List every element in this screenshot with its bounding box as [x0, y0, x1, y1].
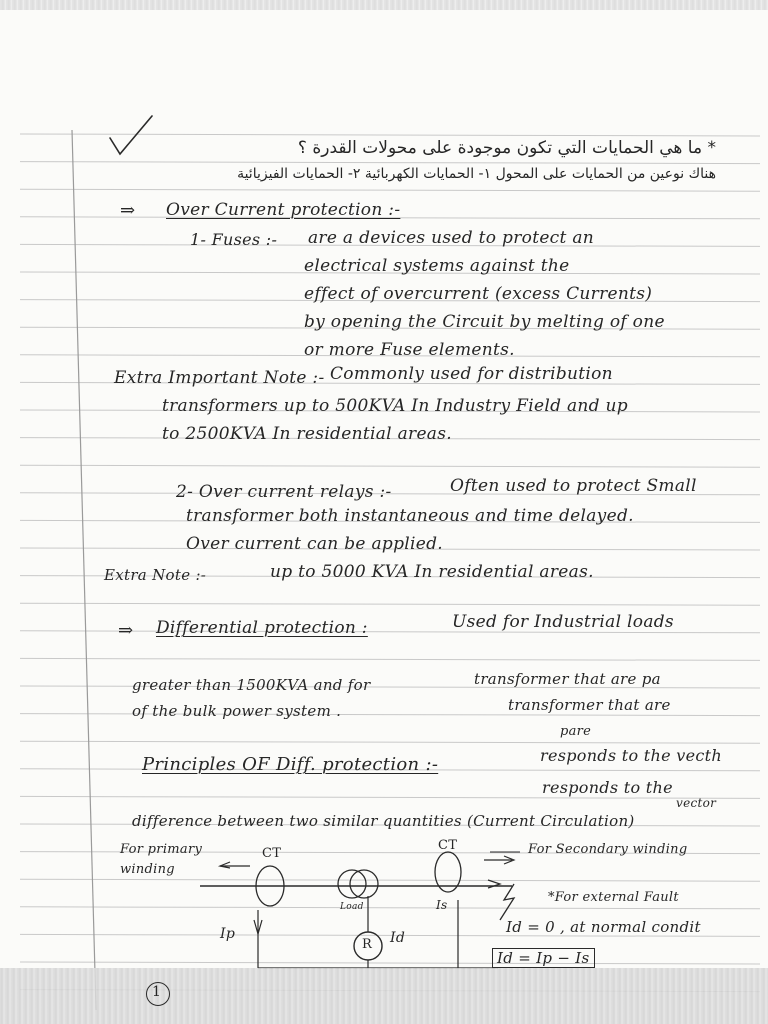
principles-text: responds to the vecth — [540, 746, 722, 765]
fuses-line: effect of overcurrent (excess Currents) — [304, 284, 653, 304]
ct-left-label: CT — [262, 846, 282, 861]
fuses-label: 1- Fuses :- — [190, 230, 278, 249]
differential-line: greater than 1500KVA and for — [132, 676, 371, 694]
extra-important-line: Commonly used for distribution — [330, 364, 613, 384]
secondary-label: For Secondary winding — [528, 842, 688, 857]
arrow-icon: ⇒ — [118, 620, 134, 641]
differential-line: of the bulk power system . — [132, 702, 342, 720]
relay-label: R — [362, 937, 373, 952]
extra-note-label: Extra Note :- — [104, 566, 207, 584]
scan-edge-bottom — [0, 968, 768, 1024]
arabic-answer: هناك نوعين من الحمايات على المحول ١- الحمايات الكهربائية ٢- الحمايات الفيزيائية — [237, 166, 716, 182]
overcurrent-heading: Over Current protection :- — [166, 200, 401, 220]
ip-label: Ip — [220, 926, 236, 942]
id-label: Id — [390, 930, 406, 946]
pare-note: pare — [560, 724, 592, 739]
fuses-line: by opening the Circuit by melting of one — [304, 312, 665, 332]
principles-text: responds to the — [542, 778, 673, 797]
extra-note-text: up to 5000 KVA In residential areas. — [270, 562, 594, 582]
relays-line: transformer both instantaneous and time delayed. — [186, 506, 634, 526]
fuses-line: are a devices used to protect an — [308, 228, 595, 248]
relays-label: 2- Over current relays :- — [176, 482, 392, 502]
id-zero-text: Id = 0 , at normal condit — [506, 918, 701, 936]
external-fault-label: *For external Fault — [548, 890, 679, 905]
differential-line: Used for Industrial loads — [452, 612, 674, 632]
extra-important-line: to 2500KVA In residential areas. — [162, 424, 452, 444]
primary-label: winding — [120, 862, 175, 877]
fuses-line: or more Fuse elements. — [304, 340, 515, 360]
page-number: 1 — [152, 984, 162, 1000]
fuses-line: electrical systems against the — [304, 256, 570, 276]
extra-important-label: Extra Important Note :- — [114, 368, 325, 388]
differential-heading: Differential protection : — [156, 618, 368, 638]
differential-line: transformer that are — [508, 696, 671, 714]
arabic-question: * ما هي الحمايات التي تكون موجودة على محولات القدرة ؟ — [297, 138, 716, 158]
principles-text: difference between two similar quantities (Current Circulation) — [132, 812, 635, 830]
is-label: Is — [436, 898, 448, 912]
primary-label: For primary — [120, 842, 203, 857]
current-equation: Id = Ip − Is — [492, 948, 595, 968]
relays-line: Over current can be applied. — [186, 534, 443, 554]
extra-important-line: transformers up to 500KVA In Industry Field and up — [162, 396, 628, 416]
relays-line: Often used to protect Small — [450, 476, 697, 496]
vector-note: vector — [676, 796, 717, 810]
load-label: Load — [340, 902, 364, 912]
differential-line: transformer that are pa — [474, 670, 661, 688]
ct-right-label: CT — [438, 838, 458, 853]
arrow-icon: ⇒ — [120, 200, 136, 221]
principles-heading: Principles OF Diff. protection :- — [142, 754, 439, 775]
